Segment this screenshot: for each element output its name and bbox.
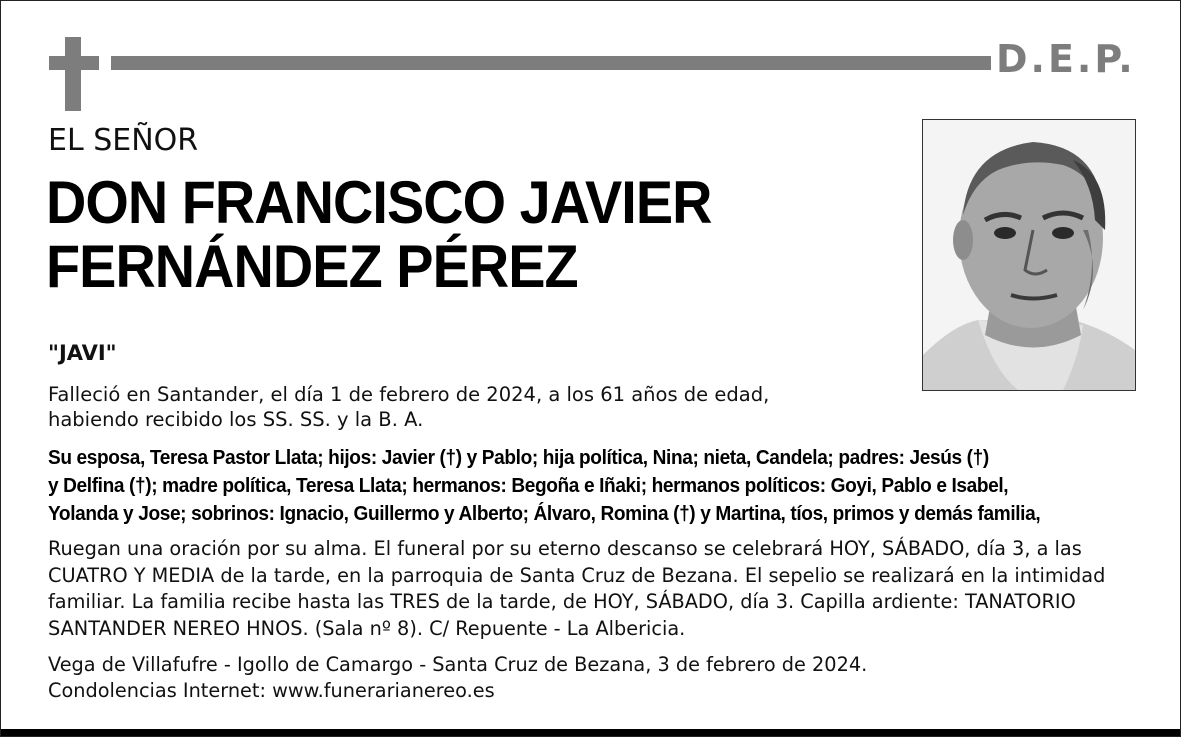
family-line-2: y Delfina (†); madre política, Teresa Llata; hermanos: Begoña e Iñaki; hermanos políticos: Goyi, Pablo e Isabel, [48,474,1009,497]
name-line-1: DON FRANCISCO JAVIER [46,169,712,236]
deceased-name [46,171,712,299]
bottom-rule [1,729,1180,736]
condolences-line: Condolencias Internet: www.funerarianereo.es [48,679,495,702]
portrait-photo [922,119,1136,391]
funeral-line-2: CUATRO Y MEDIA de la tarde, en la parroquia de Santa Cruz de Bezana. El sepelio se realizará en la intimidad [48,563,1106,587]
header-rule [111,56,991,70]
nickname: "JAVI" [48,341,117,365]
places-line: Vega de Villafufre - Igollo de Camargo - Santa Cruz de Bezana, 3 de febrero de 2024. [48,653,868,676]
portrait-image [923,120,1135,390]
funeral-line-1: Ruegan una oración por su alma. El funeral por su eterno descanso se celebrará HOY, SÁBADO, día 3, a las [48,537,1082,560]
dep-label: D.E.P. [996,37,1136,81]
funeral-line-3: familiar. La familia recibe hasta las TRES de la tarde, de HOY, SÁBADO, día 3. Capilla ardiente: TANATORIO [48,590,1076,613]
funeral-line-4: SANTANDER NEREO HNOS. (Sala nº 8). C/ Repuente - La Albericia. [48,616,686,640]
funeral-details [48,536,1148,642]
family-list [48,444,1062,528]
death-line-1: Falleció en Santander, el día 1 de febrero de 2024, a los 61 años de edad, [48,383,770,406]
family-line-3: Yolanda y Jose; sobrinos: Ignacio, Guillermo y Alberto; Álvaro, Romina (†) y Martina, tíos, primos y demás familia, [48,502,1041,525]
places-and-condolences [48,652,1048,704]
name-line-2: FERNÁNDEZ PÉREZ [46,233,578,300]
death-notice [48,382,908,432]
family-line-1: Su esposa, Teresa Pastor Llata; hijos: Javier (†) y Pablo; hija política, Nina; nieta, Candela; padres: Jesús (†) [48,446,989,469]
death-line-2: habiendo recibido los SS. SS. y la B. A. [48,408,424,431]
honorific: EL SEÑOR [48,123,199,158]
